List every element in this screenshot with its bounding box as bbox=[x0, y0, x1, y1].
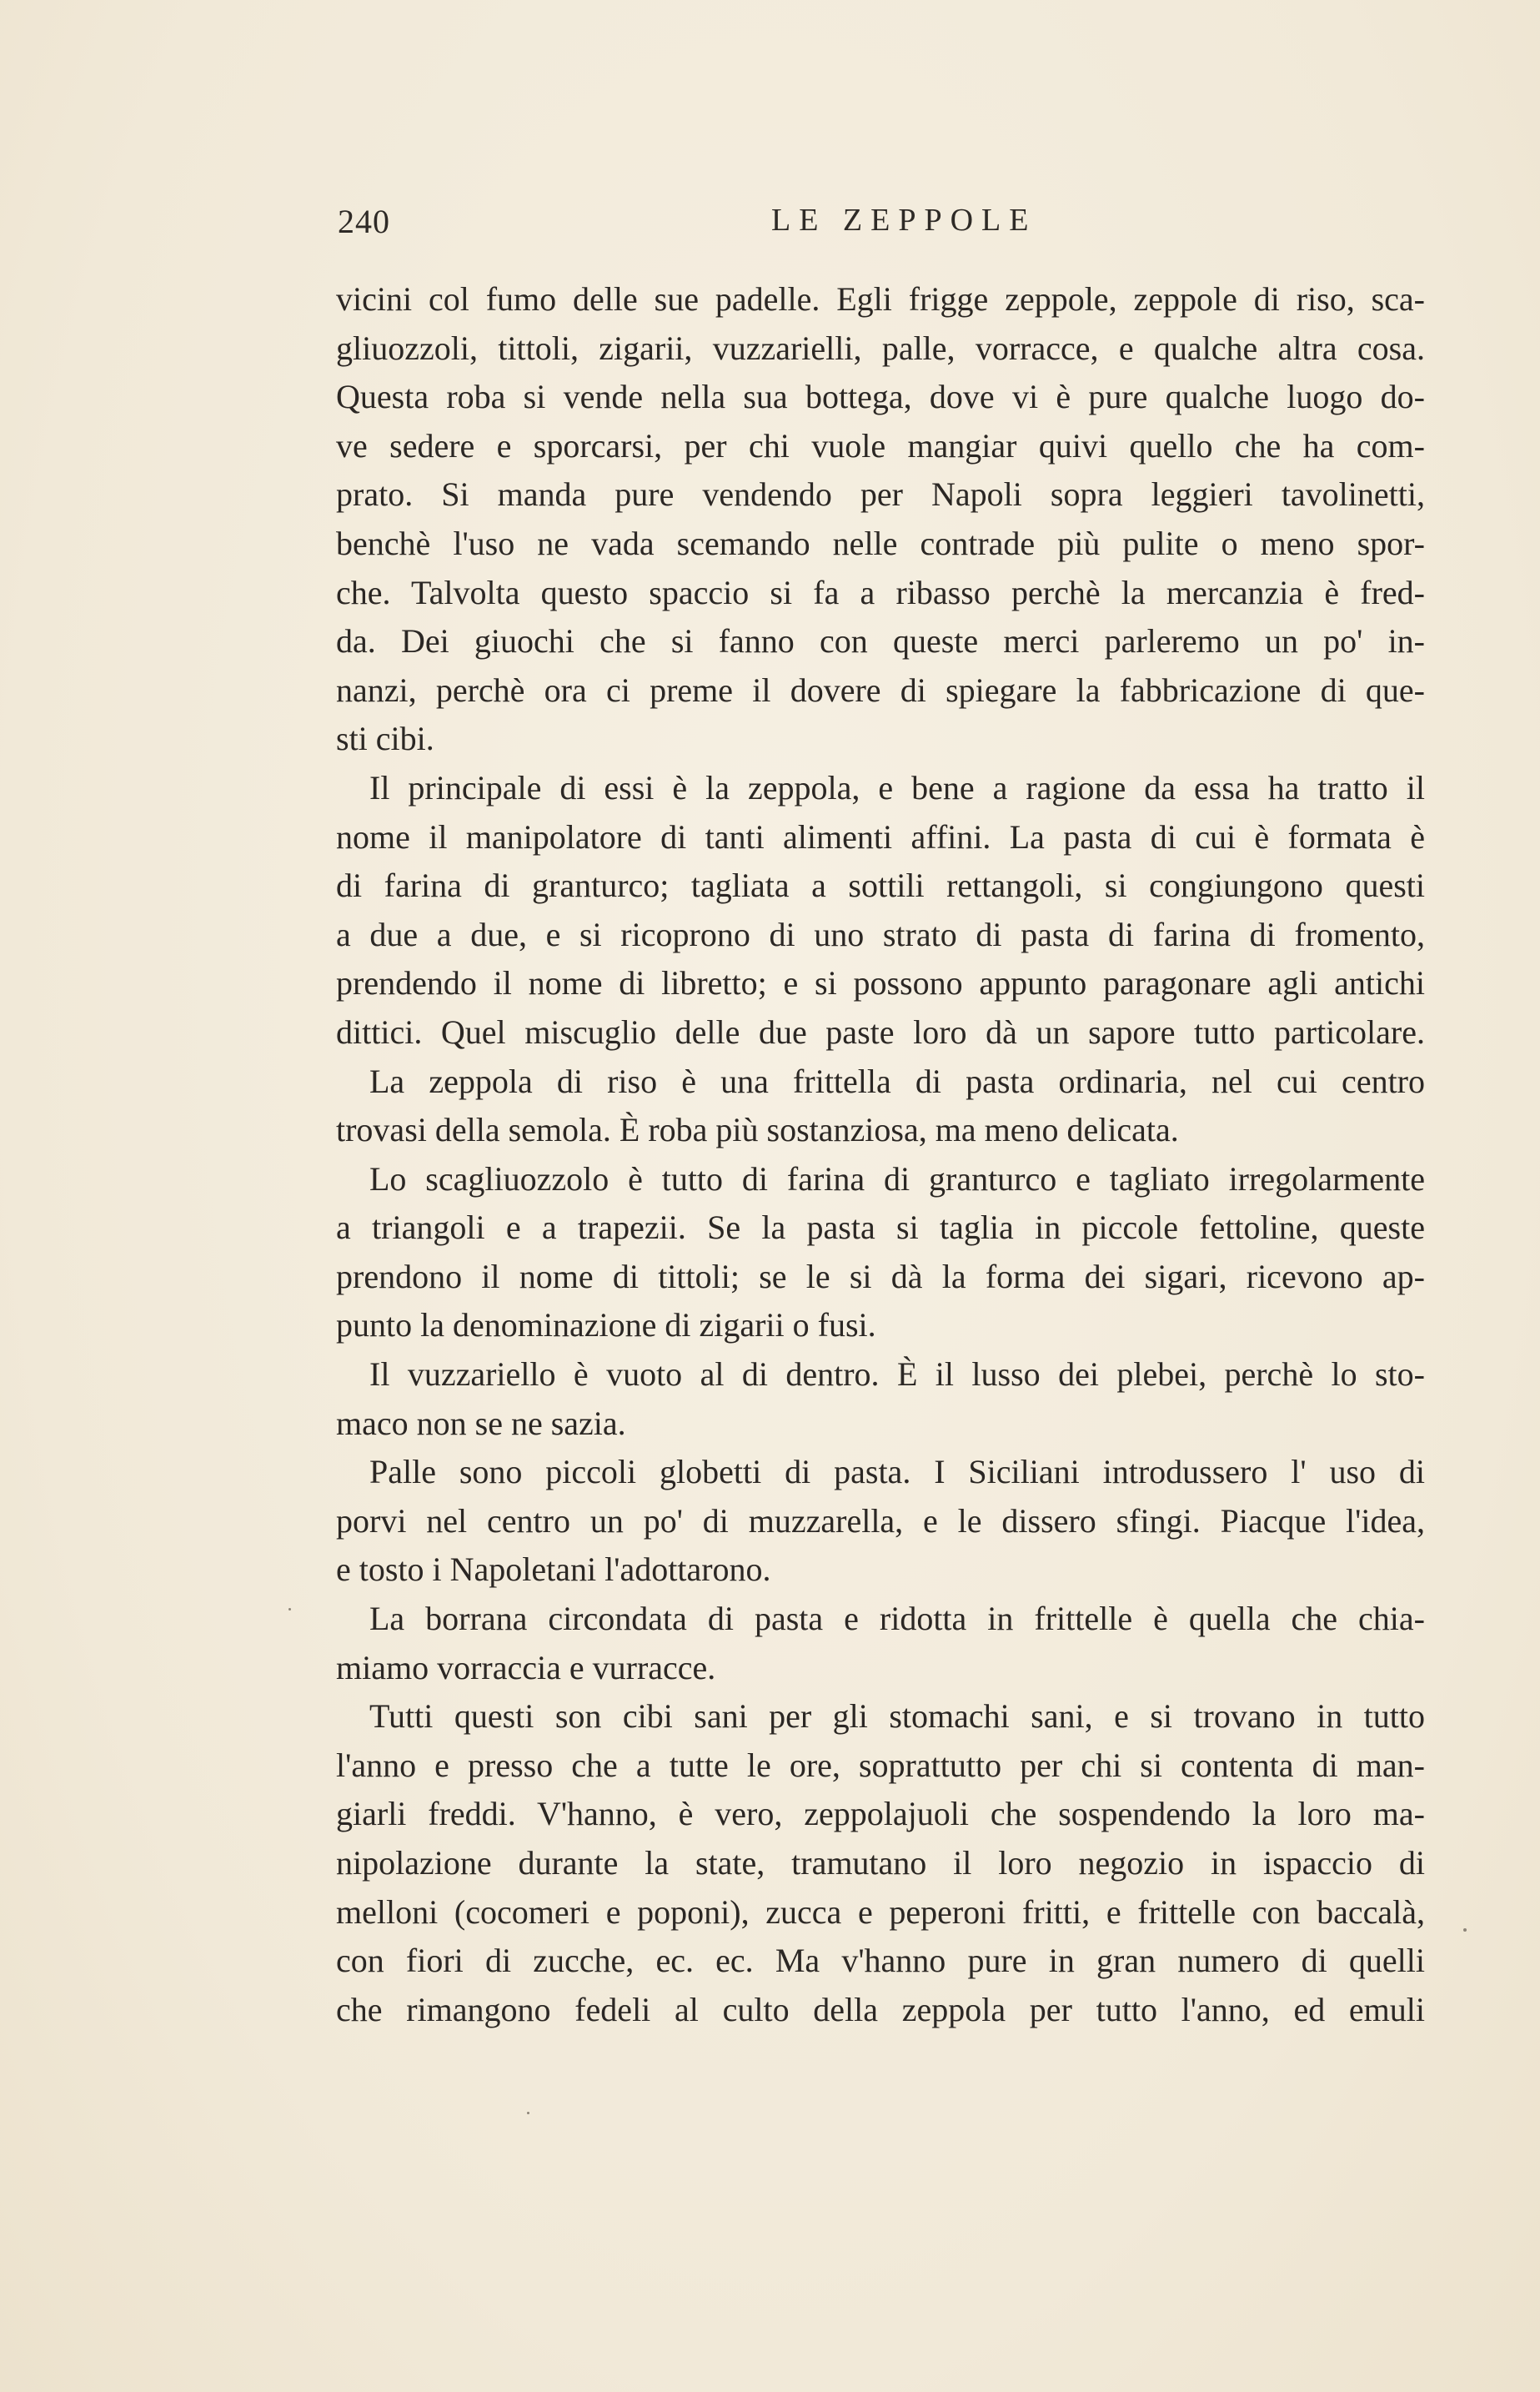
text-line: nipolazione durante la state, tramutano il loro negozio in ispaccio di bbox=[336, 1844, 1425, 1882]
text-line: gliuozzoli, tittoli, zigarii, vuzzarielli, palle, vorracce, e qualche altra cosa. bbox=[336, 329, 1425, 367]
text-line: trovasi della semola. È roba più sostanziosa, ma meno delicata. bbox=[336, 1111, 1179, 1149]
text-line: porvi nel centro un po' di muzzarella, e le dissero sfingi. Piacque l'idea, bbox=[336, 1501, 1425, 1540]
text-line: e tosto i Napoletani l'adottarono. bbox=[336, 1550, 771, 1589]
page-number: 240 bbox=[338, 203, 390, 240]
text-line: Il vuzzariello è vuoto al di dentro. È il lusso dei plebei, perchè lo sto- bbox=[369, 1355, 1425, 1394]
page-header bbox=[338, 202, 1422, 252]
text-line: La zeppola di riso è una frittella di pasta ordinaria, nel cui centro bbox=[369, 1062, 1425, 1100]
text-line: con fiori di zucche, ec. ec. Ma v'hanno pure in gran numero di quelli bbox=[336, 1942, 1425, 1980]
text-line: prendono il nome di tittoli; se le si dà la forma dei sigari, ricevono ap- bbox=[336, 1257, 1425, 1295]
text-line: sti cibi. bbox=[336, 720, 434, 758]
text-line: Lo scagliuozzolo è tutto di farina di granturco e tagliato irregolarmente bbox=[369, 1159, 1425, 1198]
text-line: La borrana circondata di pasta e ridotta in frittelle è quella che chia- bbox=[369, 1600, 1425, 1638]
text-line: punto la denominazione di zigarii o fusi. bbox=[336, 1306, 876, 1344]
text-line: da. Dei giuochi che si fanno con queste merci parleremo un po' in- bbox=[336, 622, 1425, 661]
text-line: a due a due, e si ricoprono di uno strato di pasta di farina di fromento, bbox=[336, 915, 1425, 953]
text-line: che. Talvolta questo spaccio si fa a ribasso perchè la mercanzia è fred- bbox=[336, 573, 1425, 611]
paper-speck bbox=[288, 1608, 291, 1611]
text-line: maco non se ne sazia. bbox=[336, 1404, 626, 1442]
text-line: nome il manipolatore di tanti alimenti affini. La pasta di cui è formata è bbox=[336, 817, 1425, 856]
text-line: a triangoli e a trapezii. Se la pasta si taglia in piccole fettoline, queste bbox=[336, 1209, 1425, 1247]
text-line: prendendo il nome di libretto; e si possono appunto paragonare agli antichi bbox=[336, 964, 1425, 1003]
text-line: Il principale di essi è la zeppola, e bene a ragione da essa ha tratto il bbox=[369, 768, 1425, 807]
text-line: prato. Si manda pure vendendo per Napoli sopra leggieri tavolinetti, bbox=[336, 475, 1425, 514]
text-line: Palle sono piccoli globetti di pasta. I Siciliani introdussero l' uso di bbox=[369, 1453, 1425, 1491]
text-line: Tutti questi son cibi sani per gli stomachi sani, e si trovano in tutto bbox=[369, 1697, 1425, 1736]
running-title: LE ZEPPOLE bbox=[771, 203, 1037, 238]
text-line: giarli freddi. V'hanno, è vero, zeppolajuoli che sospendendo la loro ma- bbox=[336, 1795, 1425, 1833]
text-line: l'anno e presso che a tutte le ore, soprattutto per chi si contenta di man- bbox=[336, 1746, 1425, 1784]
text-line: vicini col fumo delle sue padelle. Egli frigge zeppole, zeppole di riso, sca- bbox=[336, 280, 1425, 318]
text-line: che rimangono fedeli al culto della zeppola per tutto l'anno, ed emuli bbox=[336, 1990, 1425, 2028]
body-text bbox=[336, 275, 1425, 2034]
text-line: nanzi, perchè ora ci preme il dovere di spiegare la fabbricazione di que- bbox=[336, 671, 1425, 709]
text-line: di farina di granturco; tagliata a sottili rettangoli, si congiungono questi bbox=[336, 867, 1425, 905]
text-line: melloni (cocomeri e poponi), zucca e peperoni fritti, e frittelle con baccalà, bbox=[336, 1892, 1425, 1931]
text-line: miamo vorraccia e vurracce. bbox=[336, 1648, 716, 1686]
text-line: benchè l'uso ne vada scemando nelle contrade più pulite o meno spor- bbox=[336, 524, 1425, 562]
text-line: ve sedere e sporcarsi, per chi vuole mangiar quivi quello che ha com- bbox=[336, 426, 1425, 465]
text-line: Questa roba si vende nella sua bottega, dove vi è pure qualche luogo do- bbox=[336, 378, 1425, 416]
paper-speck bbox=[527, 2112, 529, 2114]
paper-speck bbox=[1463, 1928, 1467, 1932]
text-line: dittici. Quel miscuglio delle due paste loro dà un sapore tutto particolare. bbox=[336, 1013, 1425, 1051]
